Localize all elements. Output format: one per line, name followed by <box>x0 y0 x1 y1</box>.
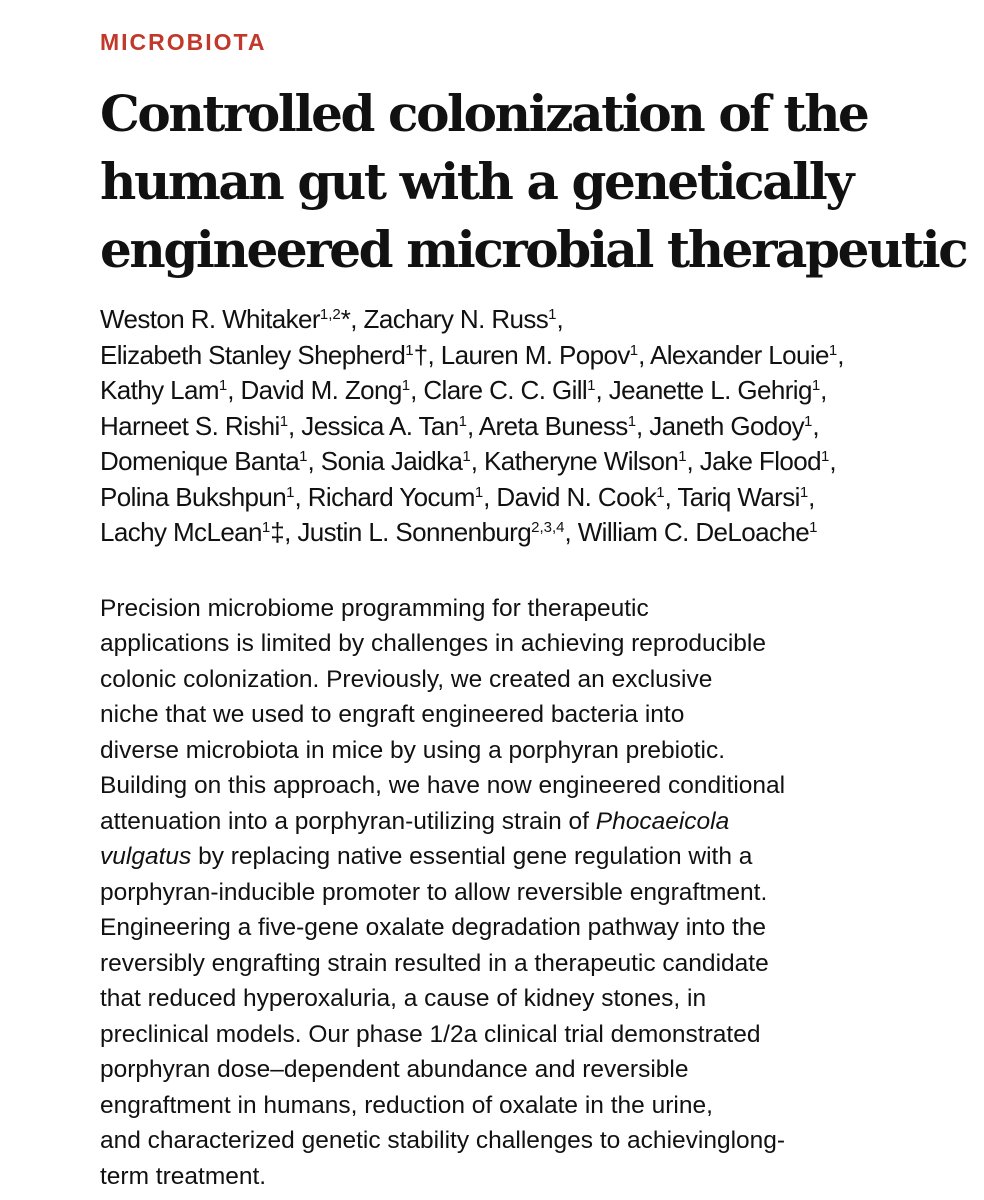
author-separator: , <box>664 481 678 512</box>
author-line <box>100 515 900 551</box>
author-list <box>100 302 900 551</box>
author-name: Jeanette L. Gehrig <box>608 375 812 405</box>
author-affiliation: 1 <box>809 519 818 536</box>
author-affiliation: 1 <box>474 483 484 501</box>
section-label: MICROBIOTA <box>100 29 267 55</box>
author-name: Areta Buness <box>478 410 628 441</box>
author-mark: † <box>413 339 428 370</box>
author-affiliation: 1,2 <box>319 306 341 323</box>
author-separator: , <box>483 481 497 512</box>
author-name: Elizabeth Stanley Shepherd <box>100 339 406 370</box>
author-affiliation: 1 <box>656 483 665 501</box>
species-name: vulgatus <box>100 843 192 870</box>
abstract-line: diverse microbiota in mice by using a porphyran prebiotic. <box>100 736 726 764</box>
author-separator: , <box>686 446 700 476</box>
title-line: Controlled colonization of the <box>100 84 868 143</box>
author-separator: , <box>307 446 321 476</box>
author-separator: , <box>812 410 819 441</box>
abstract-line: niche that we used to engraft engineered bacteria into <box>100 701 685 728</box>
abstract-line: applications is limited by challenges in achieving reproducible <box>100 630 766 657</box>
author-affiliation: 1 <box>828 341 838 359</box>
abstract <box>100 591 900 1195</box>
author-name: Zachary N. Russ <box>363 304 549 334</box>
author-affiliation: 1 <box>803 412 813 430</box>
author-affiliation: 1 <box>811 377 821 394</box>
author-separator: , <box>564 517 578 547</box>
author-affiliation: 1 <box>587 377 596 394</box>
author-separator: , <box>638 339 650 370</box>
author-affiliation: 1 <box>462 448 471 465</box>
author-mark: * <box>340 304 351 334</box>
author-line <box>100 409 900 445</box>
author-line <box>100 338 900 374</box>
article-title <box>100 80 967 284</box>
abstract-line <box>100 839 900 875</box>
author-affiliation: 1 <box>299 448 308 465</box>
abstract-line: preclinical models. Our phase 1/2a clinical trial demonstrated <box>100 1020 761 1048</box>
author-name: Polina Bukshpun <box>100 481 287 512</box>
author-separator: , <box>636 410 650 441</box>
author-affiliation: 1 <box>627 412 637 430</box>
author-separator: , <box>595 375 609 405</box>
author-line <box>100 373 900 409</box>
author-separator: , <box>556 304 564 334</box>
author-affiliation: 1 <box>678 448 687 465</box>
author-separator: , <box>470 446 485 476</box>
author-name: Weston R. Whitaker <box>100 304 320 334</box>
author-name: Clare C. C. Gill <box>423 375 588 405</box>
author-affiliation: 1 <box>629 341 639 359</box>
author-separator: , <box>294 481 308 512</box>
author-affiliation: 1 <box>458 412 467 430</box>
abstract-line: term treatment. <box>100 1162 267 1190</box>
abstract-line <box>100 804 900 840</box>
author-name: William C. DeLoache <box>577 517 810 547</box>
abstract-line: porphyran dose–dependent abundance and reversible <box>100 1056 689 1083</box>
author-name: Jessica A. Tan <box>301 410 459 441</box>
author-affiliation: 1 <box>286 483 295 501</box>
species-name: Phocaeicola <box>595 807 730 835</box>
abstract-text: by replacing native essential gene regulation with a <box>191 843 753 870</box>
author-separator: , <box>427 339 441 370</box>
abstract-line: Building on this approach, we have now engineered conditional <box>100 772 786 799</box>
abstract-line: Precision microbiome programming for therapeutic <box>100 594 649 622</box>
author-name: Domenique Banta <box>100 446 300 476</box>
author-name: Alexander Louie <box>649 339 829 370</box>
author-separator: , <box>227 375 241 405</box>
author-name: Sonia Jaidka <box>320 446 463 476</box>
author-name: Tariq Warsi <box>677 481 800 512</box>
author-name: Harneet S. Rishi <box>100 410 280 441</box>
author-name: Lauren M. Popov <box>440 339 630 370</box>
abstract-line: and characterized genetic stability challenges to achievinglong- <box>100 1127 786 1154</box>
author-name: Jake Flood <box>699 446 821 476</box>
author-name: David M. Zong <box>240 375 402 405</box>
author-name: Justin L. Sonnenburg <box>297 517 532 547</box>
author-affiliation: 1 <box>218 377 228 394</box>
author-affiliation: 1 <box>820 448 830 465</box>
author-affiliation: 1 <box>279 412 289 430</box>
author-affiliation: 1 <box>799 483 809 501</box>
author-name: Katheryne Wilson <box>484 446 679 476</box>
author-mark: ‡ <box>270 517 285 547</box>
author-affiliation: 1 <box>401 377 411 394</box>
abstract-line: that reduced hyperoxaluria, a cause of kidney stones, in <box>100 985 707 1012</box>
author-separator: , <box>837 339 844 370</box>
author-affiliation: 1 <box>548 306 557 323</box>
author-line <box>100 480 900 516</box>
author-affiliation: 1 <box>405 341 414 359</box>
author-name: Janeth Godoy <box>649 410 804 441</box>
abstract-line: colonic colonization. Previously, we created an exclusive <box>100 665 713 693</box>
author-name: David N. Cook <box>496 481 657 512</box>
abstract-line: porphyran-inducible promoter to allow reversible engraftment. <box>100 878 768 906</box>
author-separator: , <box>284 517 298 547</box>
author-line <box>100 302 900 338</box>
author-separator: , <box>288 410 302 441</box>
abstract-line: engraftment in humans, reduction of oxalate in the urine, <box>100 1091 713 1119</box>
author-name: Richard Yocum <box>307 481 475 512</box>
author-separator: , <box>808 481 815 512</box>
author-name: Lachy McLean <box>100 517 262 547</box>
article-header <box>100 26 967 1194</box>
author-separator: , <box>829 446 836 476</box>
author-name: Kathy Lam <box>100 375 219 405</box>
author-separator: , <box>820 375 827 405</box>
author-separator: , <box>410 375 424 405</box>
title-line: engineered microbial therapeutic <box>100 220 967 279</box>
abstract-text: attenuation into a porphyran-utilizing strain of <box>100 807 596 835</box>
author-separator: , <box>466 410 479 441</box>
abstract-line: reversibly engrafting strain resulted in a therapeutic candidate <box>100 949 769 977</box>
title-line: human gut with a genetically <box>100 152 852 211</box>
author-line <box>100 444 900 480</box>
abstract-line: Engineering a five-gene oxalate degradation pathway into the <box>100 914 767 941</box>
author-affiliation: 2,3,4 <box>531 519 565 536</box>
author-separator: , <box>350 304 364 334</box>
author-affiliation: 1 <box>261 519 271 536</box>
